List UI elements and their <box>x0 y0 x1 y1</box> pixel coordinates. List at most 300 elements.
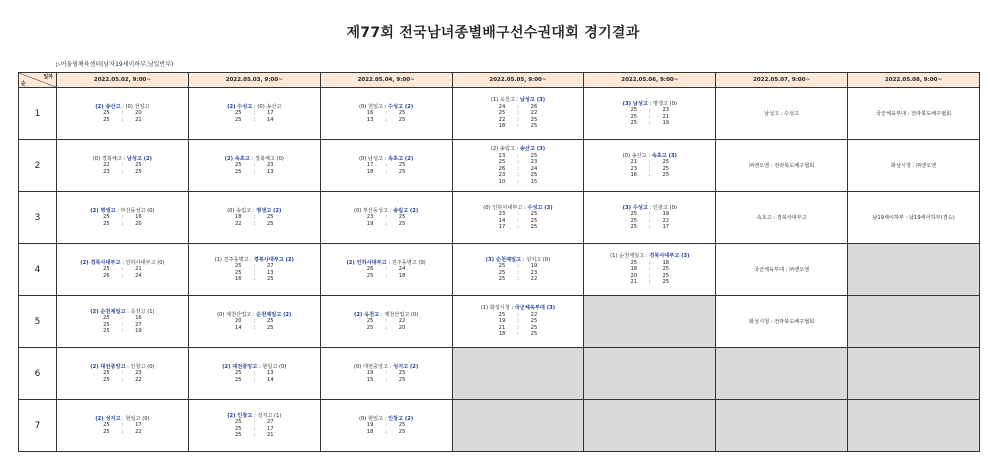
set-score-a: 21 <box>630 159 638 165</box>
set-score-b: 19 <box>530 263 538 269</box>
set-score-a: 18 <box>234 214 242 221</box>
score-colon: : <box>517 318 519 325</box>
score-colon: : <box>253 376 256 383</box>
order-number: 7 <box>19 400 57 452</box>
table-row <box>19 88 980 140</box>
set-score-b: 25 <box>135 162 142 169</box>
set-score-a: 25 <box>630 211 638 217</box>
date-header: 2022.05.07, 9:00~ <box>716 73 848 88</box>
team-separator: : <box>249 155 255 162</box>
team-separator: : <box>121 155 127 162</box>
empty-cell <box>452 400 584 452</box>
set-score-a: 16 <box>366 110 374 117</box>
score-colon: : <box>121 116 124 123</box>
set-score-b: 22 <box>398 318 406 325</box>
team-b: 현일고 (0) <box>125 415 150 422</box>
team-a: (0) 천일고 <box>358 103 383 110</box>
set-score-a: 16 <box>234 276 242 282</box>
set-score-a: 25 <box>103 422 110 429</box>
score-colon: : <box>517 110 519 117</box>
match-result <box>584 140 716 192</box>
score-colon: : <box>517 269 519 276</box>
empty-cell <box>716 400 848 452</box>
score-colon: : <box>648 159 651 165</box>
set-score-a: 21 <box>630 279 638 286</box>
set-score-a: 25 <box>630 217 638 224</box>
empty-cell <box>848 244 980 296</box>
match-result <box>320 296 452 348</box>
score-colon: : <box>253 116 256 123</box>
score-colon: : <box>253 110 256 117</box>
match-result <box>57 88 189 140</box>
team-a: (0) 경북체고 <box>92 155 122 162</box>
set-score-b: 23 <box>530 159 538 165</box>
score-colon: : <box>648 259 651 266</box>
score-colon: : <box>385 428 387 435</box>
set-score <box>57 273 188 280</box>
team-separator: : <box>388 363 394 370</box>
team-separator: : <box>386 259 392 266</box>
set-score-b: 25 <box>398 428 406 435</box>
scheduled-match <box>716 88 848 140</box>
score-colon: : <box>253 168 256 175</box>
set-score-b: 18 <box>398 272 406 279</box>
score-colon: : <box>648 113 651 120</box>
score-colon: : <box>648 217 651 224</box>
set-score-a: 25 <box>103 321 110 328</box>
set-score-b: 20 <box>398 324 406 331</box>
set-score-a: 25 <box>498 110 506 117</box>
set-score <box>189 169 320 176</box>
order-number: 3 <box>19 192 57 244</box>
team-a: (2) 대전중앙고 <box>222 363 258 370</box>
set-score-a: 25 <box>366 272 374 279</box>
set-score-b: 17 <box>662 224 670 230</box>
scheduled-match <box>848 88 980 140</box>
table-row <box>19 244 980 296</box>
set-score <box>321 273 452 280</box>
team-separator: : <box>125 308 131 315</box>
team-a: (0) 남성고 <box>358 155 383 162</box>
score-colon: : <box>253 214 256 221</box>
order-number: 4 <box>19 244 57 296</box>
set-score <box>57 117 188 124</box>
order-number: 5 <box>19 296 57 348</box>
match-result <box>57 348 189 400</box>
set-score-b: 25 <box>530 172 538 178</box>
set-score-b: 23 <box>530 269 538 276</box>
team-separator: : <box>644 253 650 260</box>
order-number: 1 <box>19 88 57 140</box>
set-score-b: 22 <box>530 276 538 282</box>
team-b: (0) 송산고 <box>257 103 282 110</box>
score-colon: : <box>517 178 519 185</box>
score-colon: : <box>517 123 519 130</box>
set-score-a: 22 <box>498 116 506 123</box>
set-score-a: 25 <box>103 370 110 377</box>
score-colon: : <box>121 321 124 328</box>
match-result <box>188 244 320 296</box>
matchup-text: 남19세이하부 : 남19세이하부(결승) <box>872 215 955 221</box>
set-score-a: 14 <box>234 324 242 331</box>
set-score <box>321 377 452 384</box>
set-score-b: 21 <box>135 266 142 273</box>
team-a: (1) 순천제일고 <box>610 253 645 260</box>
team-a: (0) 송산고 <box>622 152 647 159</box>
date-header: 2022.05.02, 9:00~ <box>57 73 189 88</box>
team-a: (2) 순천제일고 <box>90 308 126 315</box>
match-result <box>188 296 320 348</box>
score-colon: : <box>385 324 387 331</box>
set-score-a: 25 <box>234 110 242 117</box>
team-b: 명생고 (2) <box>256 207 282 214</box>
score-colon: : <box>517 116 519 123</box>
team-separator: : <box>251 311 257 318</box>
set-score <box>453 123 584 130</box>
score-colon: : <box>385 116 387 123</box>
set-score-a: 25 <box>234 269 242 276</box>
set-score-a: 25 <box>234 263 242 269</box>
set-score <box>189 276 320 283</box>
match-result <box>584 192 716 244</box>
set-score <box>321 221 452 228</box>
corner-cell <box>19 73 57 88</box>
set-score-b: 27 <box>266 419 274 425</box>
results-table <box>18 72 980 452</box>
team-b: 수성고 (2) <box>388 103 414 110</box>
set-score <box>57 429 188 436</box>
set-score-b: 17 <box>135 422 142 429</box>
team-b: 송산고 (3) <box>519 146 546 152</box>
team-a: (2) 옥천고 <box>353 311 380 318</box>
set-score-a: 25 <box>234 419 242 425</box>
score-colon: : <box>517 159 519 165</box>
score-colon: : <box>517 152 519 159</box>
team-a: (0) 인하사대부고 <box>483 204 523 211</box>
score-colon: : <box>385 422 387 429</box>
matchup-text: 화성시청 : ㈜엔오엔 <box>890 163 937 169</box>
set-score <box>57 328 188 335</box>
set-score <box>321 169 452 176</box>
team-separator: : <box>388 207 394 214</box>
empty-cell <box>452 348 584 400</box>
set-score <box>321 429 452 436</box>
corner-order-label: 순 <box>21 81 26 87</box>
set-score <box>189 117 320 124</box>
team-separator: : <box>251 207 257 214</box>
score-colon: : <box>253 370 256 377</box>
team-a: (0) 부산동성고 <box>353 207 389 214</box>
score-colon: : <box>385 162 387 169</box>
team-separator: : <box>521 256 527 263</box>
set-score-a: 20 <box>234 318 242 325</box>
team-b: 국군체육부대 (3) <box>514 305 556 312</box>
set-score-b: 25 <box>530 211 538 217</box>
score-colon: : <box>121 428 124 435</box>
score-colon: : <box>648 165 651 172</box>
set-score-b: 15 <box>530 178 538 185</box>
set-score-b: 25 <box>398 116 406 123</box>
set-score-b: 25 <box>266 318 274 325</box>
score-colon: : <box>648 172 651 178</box>
set-score-b: 25 <box>662 172 670 178</box>
team-separator: : <box>646 152 652 159</box>
score-colon: : <box>385 376 387 383</box>
set-score-b: 25 <box>398 422 406 429</box>
team-b: 남성고 (3) <box>519 97 546 104</box>
matchup-text: 속초고 : 경북사대부고 <box>756 215 807 221</box>
set-score-a: 23 <box>630 165 638 172</box>
set-score-b: 16 <box>135 214 142 221</box>
set-score-a: 25 <box>103 110 110 117</box>
set-score-b: 16 <box>135 315 142 321</box>
score-colon: : <box>517 324 519 331</box>
score-colon: : <box>253 318 256 325</box>
score-colon: : <box>385 370 387 377</box>
match-result <box>584 244 716 296</box>
matchup-text: 국군체육부대 : 전라북도배구협회 <box>875 111 952 117</box>
date-header: 2022.05.06, 9:00~ <box>584 73 716 88</box>
set-score <box>584 172 715 179</box>
score-colon: : <box>253 269 256 276</box>
team-separator: : <box>248 256 254 263</box>
match-result <box>188 400 320 452</box>
set-score-a: 23 <box>498 172 506 178</box>
set-score-b: 25 <box>266 276 274 282</box>
score-colon: : <box>253 263 256 269</box>
scheduled-match <box>848 192 980 244</box>
set-score-b: 22 <box>530 311 538 318</box>
team-a: (3) 수성고 <box>622 204 648 211</box>
set-score-b: 25 <box>530 331 538 338</box>
score-colon: : <box>121 220 124 227</box>
match-result <box>452 140 584 192</box>
match-result <box>188 140 320 192</box>
set-score-b: 21 <box>662 113 670 120</box>
team-separator: : <box>379 311 385 318</box>
order-number: 2 <box>19 140 57 192</box>
set-score-a: 23 <box>103 168 110 175</box>
set-score-b: 26 <box>530 103 538 110</box>
team-b: 속초고 (2) <box>388 155 414 162</box>
set-score-a: 25 <box>103 328 110 334</box>
date-header: 2022.05.03, 9:00~ <box>188 73 320 88</box>
match-result <box>320 400 452 452</box>
set-score-b: 19 <box>662 120 670 126</box>
set-score-a: 14 <box>498 217 506 224</box>
matchup-text: 남성고 : 수성고 <box>764 111 800 117</box>
set-score-a: 13 <box>366 116 374 123</box>
header-row <box>19 73 980 88</box>
set-score-a: 18 <box>498 123 506 130</box>
set-score-a: 25 <box>234 425 242 432</box>
set-score-b: 21 <box>266 432 274 438</box>
score-colon: : <box>648 120 651 126</box>
table-row <box>19 348 980 400</box>
team-b: 부산동성고 (0) <box>120 207 155 214</box>
score-colon: : <box>648 279 651 286</box>
set-score-a: 15 <box>366 376 374 383</box>
team-b: 진주동명고 (0) <box>391 259 426 266</box>
team-a: (2) 송림고 <box>490 146 515 152</box>
score-colon: : <box>385 110 387 117</box>
set-score <box>189 221 320 228</box>
score-colon: : <box>253 162 256 169</box>
set-score-b: 25 <box>530 152 538 159</box>
team-a: (0) 대전중앙고 <box>353 363 389 370</box>
set-score-a: 25 <box>103 214 110 221</box>
set-score-b: 17 <box>266 110 274 117</box>
score-colon: : <box>121 376 124 383</box>
empty-cell <box>848 400 980 452</box>
set-score-b: 22 <box>135 428 142 435</box>
set-score-a: 18 <box>366 168 374 175</box>
set-score-b: 25 <box>530 224 538 230</box>
team-b: 경북사대부고 (3) <box>649 253 690 260</box>
team-b: 경북사대부고 (2) <box>253 256 294 263</box>
set-score-a: 23 <box>498 211 506 217</box>
empty-cell <box>584 296 716 348</box>
matchup-text: 화성시청 : 전라북도배구협회 <box>749 319 815 325</box>
set-score-a: 16 <box>630 172 638 178</box>
date-header: 2022.05.04, 9:00~ <box>320 73 452 88</box>
set-score-b: 13 <box>266 168 274 175</box>
set-score-b: 19 <box>662 211 670 217</box>
set-score-b: 20 <box>135 220 142 227</box>
team-a: (2) 경북사대부고 <box>80 259 121 266</box>
team-a: (2) 속초고 <box>224 155 250 162</box>
set-score-a: 25 <box>234 370 242 377</box>
team-separator: : <box>383 415 389 422</box>
set-score-a: 23 <box>366 214 374 221</box>
team-separator: : <box>257 363 263 370</box>
score-colon: : <box>253 432 256 438</box>
set-score-a: 20 <box>630 272 638 279</box>
set-score-a: 18 <box>366 428 374 435</box>
set-score <box>57 169 188 176</box>
match-result <box>57 140 189 192</box>
set-score-a: 25 <box>498 269 506 276</box>
score-colon: : <box>385 220 387 227</box>
set-score-b: 25 <box>398 370 406 377</box>
set-score-a: 25 <box>234 116 242 123</box>
team-a: (0) 송림고 <box>227 207 252 214</box>
match-result <box>188 88 320 140</box>
team-separator: : <box>120 259 126 266</box>
set-score-a: 25 <box>498 159 506 165</box>
set-score <box>453 224 584 231</box>
set-score-a: 24 <box>498 103 506 110</box>
set-score <box>189 325 320 332</box>
match-result <box>57 400 189 452</box>
matchup-text: ㈜엔오엔 : 전라북도배구협회 <box>748 163 815 169</box>
set-score-b: 24 <box>398 266 406 273</box>
set-score-b: 25 <box>398 168 406 175</box>
set-score-a: 17 <box>498 224 506 230</box>
match-result <box>57 296 189 348</box>
set-score-a: 18 <box>630 266 638 273</box>
set-score-b: 13 <box>266 269 274 276</box>
match-result <box>188 192 320 244</box>
team-b: 인창고 (0) <box>652 204 677 211</box>
set-score <box>321 325 452 332</box>
team-a: (2) 인창고 <box>227 412 253 419</box>
set-score <box>189 432 320 439</box>
score-colon: : <box>648 224 651 230</box>
match-result <box>320 244 452 296</box>
team-a: (1) 진주동명고 <box>214 256 249 263</box>
set-score-a: 25 <box>234 168 242 175</box>
team-separator: : <box>514 146 520 152</box>
set-score-b: 25 <box>398 376 406 383</box>
set-score-b: 25 <box>662 272 670 279</box>
set-score-b: 25 <box>266 220 274 227</box>
match-result <box>188 348 320 400</box>
team-b: 인창고 (2) <box>388 415 414 422</box>
score-colon: : <box>121 162 124 169</box>
team-a: (1) 화성시청 <box>480 305 510 312</box>
set-score-b: 25 <box>266 324 274 331</box>
table-row <box>19 296 980 348</box>
score-colon: : <box>648 266 651 273</box>
set-score-a: 25 <box>630 113 638 120</box>
match-result <box>452 192 584 244</box>
set-score-a: 25 <box>630 120 638 126</box>
date-header: 2022.05.08, 9:00~ <box>848 73 980 88</box>
set-score-a: 25 <box>103 315 110 321</box>
team-b: 옥천고 (1) <box>130 308 155 315</box>
empty-cell <box>716 348 848 400</box>
team-separator: : <box>514 97 520 104</box>
team-a: (2) 인하사대부고 <box>346 259 387 266</box>
set-score-a: 25 <box>234 432 242 438</box>
team-separator: : <box>647 204 653 211</box>
set-score-a: 25 <box>630 224 638 230</box>
set-score-a: 25 <box>366 324 374 331</box>
score-colon: : <box>385 272 387 279</box>
score-colon: : <box>121 266 124 273</box>
set-score-a: 25 <box>103 428 110 435</box>
match-result <box>57 244 189 296</box>
team-a: (3) 순천제일고 <box>485 256 522 263</box>
matchup-text: 국군체육부대 : ㈜엔오엔 <box>753 267 810 273</box>
order-number: 6 <box>19 348 57 400</box>
team-b: 제천산업고 (0) <box>384 311 419 318</box>
set-score-b: 25 <box>662 165 670 172</box>
team-separator: : <box>252 103 258 110</box>
score-colon: : <box>517 165 519 172</box>
set-score-a: 25 <box>103 266 110 273</box>
set-score-a: 19 <box>366 422 374 429</box>
set-score-b: 23 <box>266 162 274 169</box>
scheduled-match <box>716 140 848 192</box>
set-score-b: 25 <box>398 110 406 117</box>
score-colon: : <box>648 211 651 217</box>
score-colon: : <box>517 103 519 110</box>
team-b: 명생고 (0) <box>652 100 677 107</box>
team-b: 성지고 (1) <box>257 412 282 419</box>
team-b: 경북체고 (0) <box>254 155 284 162</box>
set-score-b: 22 <box>135 376 142 383</box>
team-a: (2) 수성고 <box>227 103 253 110</box>
match-result <box>57 192 189 244</box>
set-score-a: 18 <box>498 331 506 338</box>
set-score <box>453 331 584 338</box>
score-colon: : <box>121 328 124 334</box>
set-score <box>189 377 320 384</box>
set-score-a: 25 <box>103 220 110 227</box>
match-result <box>320 88 452 140</box>
